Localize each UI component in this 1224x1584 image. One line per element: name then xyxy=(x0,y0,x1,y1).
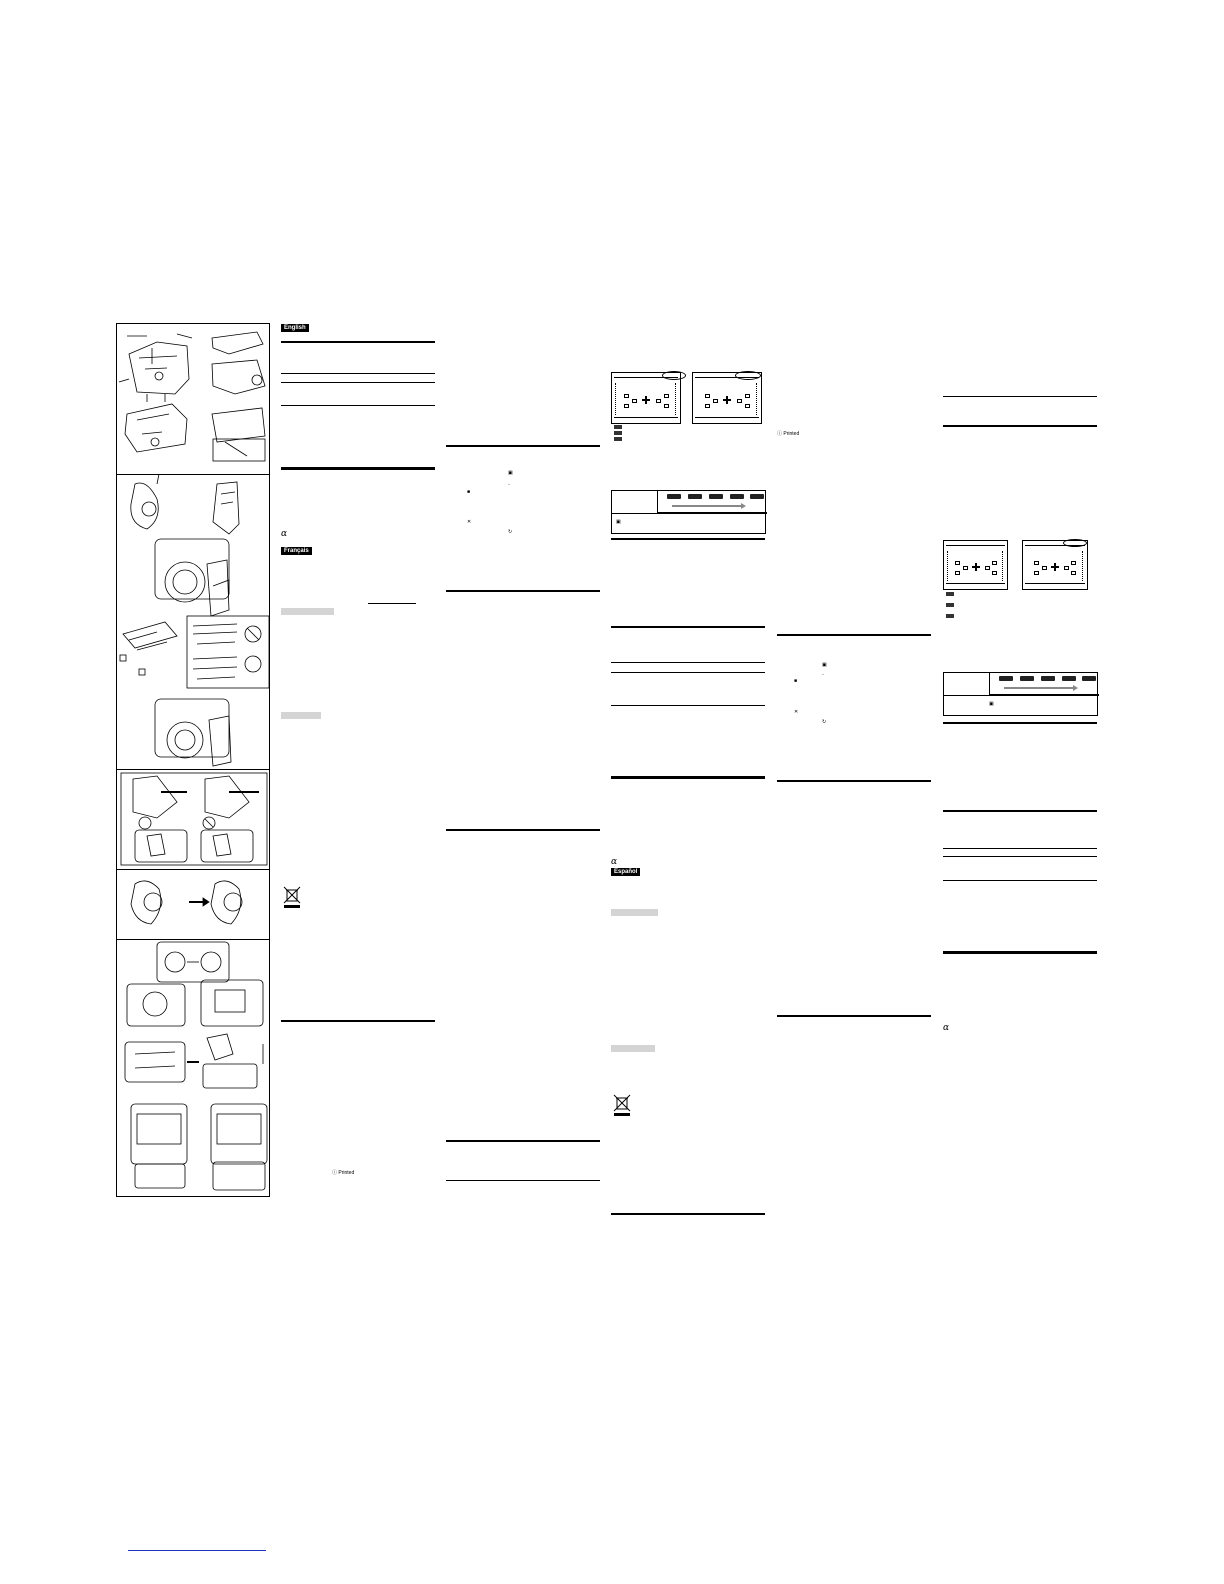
section-rule xyxy=(611,538,765,540)
section-rule xyxy=(611,662,765,663)
cross-icon: ✕ xyxy=(467,519,472,525)
printed-logo-text: Printed xyxy=(338,1170,355,1176)
section-rule xyxy=(943,722,1097,724)
language-badge-francais: Français xyxy=(281,547,312,555)
shaded-heading xyxy=(611,1045,655,1052)
viewfinder-screen xyxy=(1022,540,1088,590)
magnifier-icon: ◦ xyxy=(822,672,824,678)
legend-icon xyxy=(946,592,954,596)
section-rule xyxy=(611,705,765,706)
section-rule xyxy=(281,467,435,470)
section-rule xyxy=(281,405,435,406)
table-row-icon: ▣ xyxy=(616,519,621,525)
printed-logo xyxy=(332,1171,354,1176)
info-icon: ⓘ xyxy=(332,1170,338,1176)
viewfinder-screen xyxy=(943,540,1008,590)
language-badge-english: English xyxy=(281,324,309,332)
section-rule xyxy=(446,590,600,592)
shaded-heading xyxy=(281,712,321,719)
section-rule xyxy=(281,382,435,383)
rotate-icon: ↻ xyxy=(822,719,827,725)
section-rule xyxy=(777,780,931,782)
printed-logo-text: Printed xyxy=(783,431,800,437)
shaded-heading xyxy=(281,608,334,615)
section-rule xyxy=(446,1180,600,1181)
legend-icon xyxy=(614,431,622,435)
section-rule xyxy=(943,880,1097,881)
alpha-logo: α xyxy=(611,857,618,867)
section-rule xyxy=(611,776,765,779)
magnifier-icon: ◦ xyxy=(508,482,510,488)
section-rule xyxy=(943,951,1097,954)
table-row-icon: ▣ xyxy=(989,701,994,707)
legend-icon xyxy=(614,425,622,429)
language-badge-espanol: Español xyxy=(611,868,640,876)
settings-table xyxy=(943,672,1098,716)
section-rule xyxy=(777,634,931,636)
legend-icon xyxy=(614,437,622,441)
section-rule xyxy=(281,341,435,343)
viewfinder-screen xyxy=(692,372,762,424)
section-rule xyxy=(281,1020,435,1022)
section-rule xyxy=(446,1140,600,1142)
section-rule xyxy=(943,856,1097,857)
illustration-panel xyxy=(116,323,270,1197)
section-rule xyxy=(611,1213,765,1215)
section-rule xyxy=(611,672,765,673)
cross-icon: ✕ xyxy=(794,709,799,715)
viewfinder-screen xyxy=(611,372,681,424)
alpha-logo: α xyxy=(281,529,288,539)
section-rule xyxy=(281,373,435,374)
rotate-icon: ↻ xyxy=(508,529,513,535)
menu-icon: ▣ xyxy=(822,662,827,668)
section-rule xyxy=(943,848,1097,849)
section-rule xyxy=(446,829,600,831)
section-rule xyxy=(777,1015,931,1017)
crossed-bin-icon xyxy=(283,886,301,908)
frame-icon: ■ xyxy=(794,678,798,684)
crossed-bin-icon xyxy=(613,1094,631,1116)
section-rule xyxy=(446,445,600,447)
settings-table xyxy=(611,490,766,534)
printed-logo xyxy=(777,432,799,437)
menu-icon: ▣ xyxy=(508,470,513,476)
shaded-heading xyxy=(611,909,658,916)
info-icon: ⓘ xyxy=(777,431,783,437)
underline xyxy=(368,603,416,604)
section-rule xyxy=(611,626,765,628)
legend-icon xyxy=(946,603,954,607)
section-rule xyxy=(943,810,1097,812)
footer-link-underline[interactable] xyxy=(128,1550,266,1551)
section-rule xyxy=(943,396,1097,397)
section-rule xyxy=(943,425,1097,427)
frame-icon: ■ xyxy=(467,489,471,495)
battery-grip-illustrations xyxy=(117,324,271,1198)
legend-icon xyxy=(946,614,954,618)
alpha-logo: α xyxy=(943,1023,950,1033)
